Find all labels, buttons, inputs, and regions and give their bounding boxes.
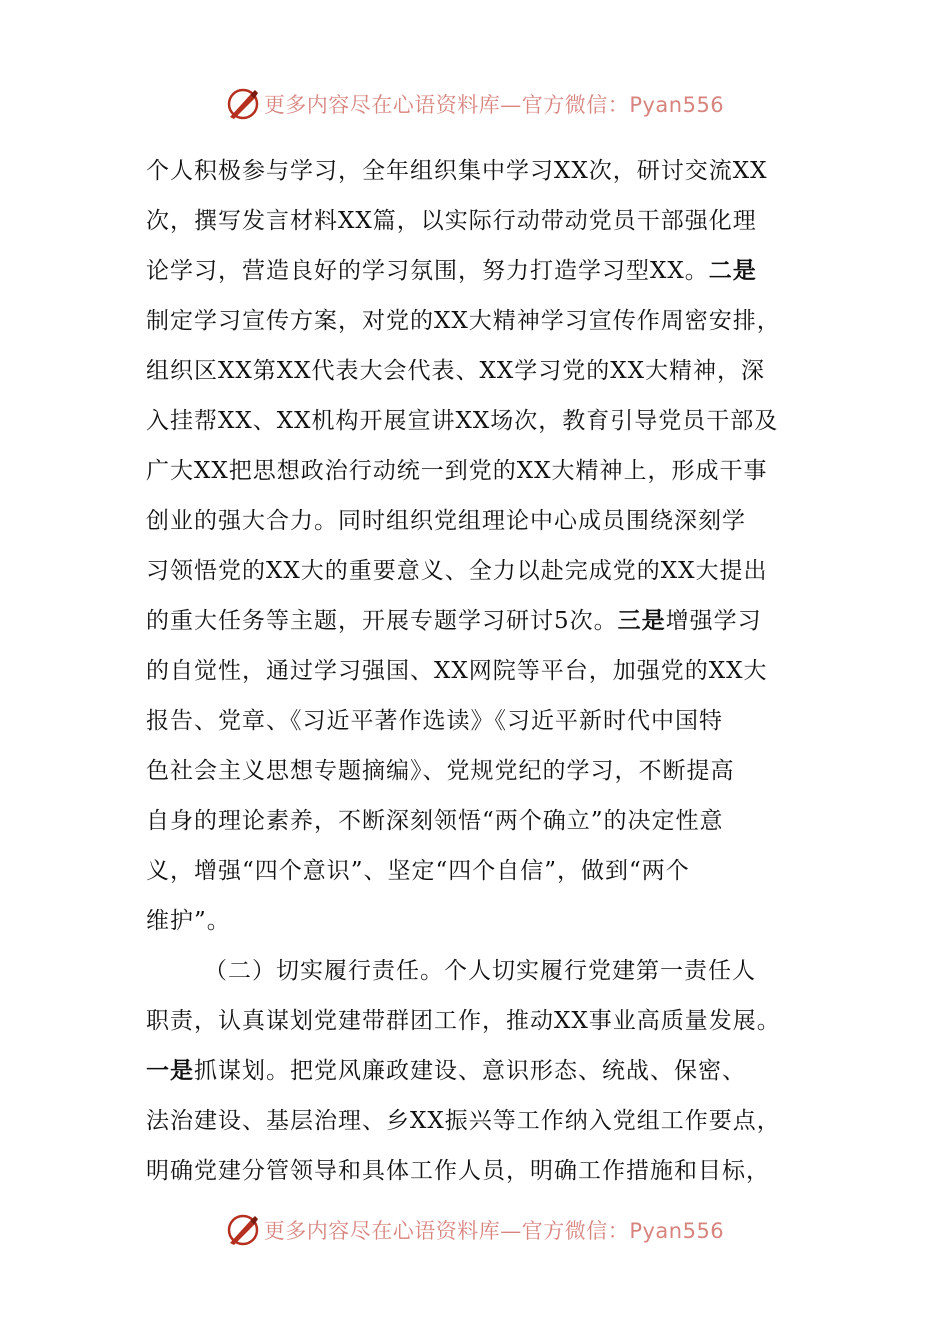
header-banner [0, 84, 950, 124]
text-line: 制定学习宣传方案，对党的XX大精神学习宣传作周密安排， [146, 308, 781, 334]
document-body [146, 146, 816, 1196]
text-line: 组织区XX第XX代表大会代表、XX学习党的XX大精神，深 [146, 358, 765, 384]
text-line: 个人积极参与学习，全年组织集中学习XX次，研讨交流XX [146, 158, 768, 184]
footer-banner [0, 1210, 950, 1250]
text-line: 广大XX把思想政治行动统一到党的XX大精神上，形成干事 [146, 458, 768, 484]
wechat-id: Pyan556 [629, 1219, 725, 1243]
bold-marker: 一是 [146, 1058, 194, 1084]
banner-text: 更多内容尽在心语资料库—官方微信：Pyan556 [263, 1219, 725, 1243]
pen-logo-icon [226, 1213, 260, 1247]
bold-marker: 二是 [708, 258, 757, 284]
text-line: 报告、党章、《习近平著作选读》《习近平新时代中国特 [146, 708, 723, 734]
wechat-id: Pyan556 [629, 93, 725, 117]
text-line: 自身的理论素养，不断深刻领悟“两个确立”的决定性意 [146, 808, 724, 834]
pen-logo-icon [226, 87, 260, 121]
text-line: 法治建设、基层治理、乡XX振兴等工作纳入党组工作要点， [146, 1108, 781, 1134]
text-line: 维护”。 [146, 908, 231, 934]
text-line: 的自觉性，通过学习强国、XX网院等平台，加强党的XX大 [146, 658, 768, 684]
text-line: 义，增强“四个意识”、坚定“四个自信”，做到“两个 [146, 858, 690, 884]
bold-marker: 三是 [617, 608, 666, 634]
text-line: 明确党建分管领导和具体工作人员，明确工作措施和目标， [146, 1158, 770, 1184]
text-line: 次，撰写发言材料XX篇，以实际行动带动党员干部强化理 [146, 208, 757, 234]
text-line: 习领悟党的XX大的重要意义、全力以赴完成党的XX大提出 [146, 558, 768, 584]
text-line: 职责，认真谋划党建带群团工作，推动XX事业高质量发展。 [146, 1008, 781, 1034]
section-heading-line: （二）切实履行责任。个人切实履行党建第一责任人 [204, 958, 756, 984]
text-line: 入挂帮XX、XX机构开展宣讲XX场次，教育引导党员干部及 [146, 408, 779, 434]
text-line: 的重大任务等主题，开展专题学习研讨5次。三是增强学习 [146, 608, 762, 634]
banner-text: 更多内容尽在心语资料库—官方微信：Pyan556 [263, 93, 725, 117]
text-line: 一是抓谋划。把党风廉政建设、意识形态、统战、保密、 [146, 1058, 746, 1084]
text-line: 色社会主义思想专题摘编》、党规党纪的学习，不断提高 [146, 758, 735, 784]
text-line: 创业的强大合力。同时组织党组理论中心成员围绕深刻学 [146, 508, 746, 534]
text-line: 论学习，营造良好的学习氛围，努力打造学习型XX。二是 [146, 258, 757, 284]
